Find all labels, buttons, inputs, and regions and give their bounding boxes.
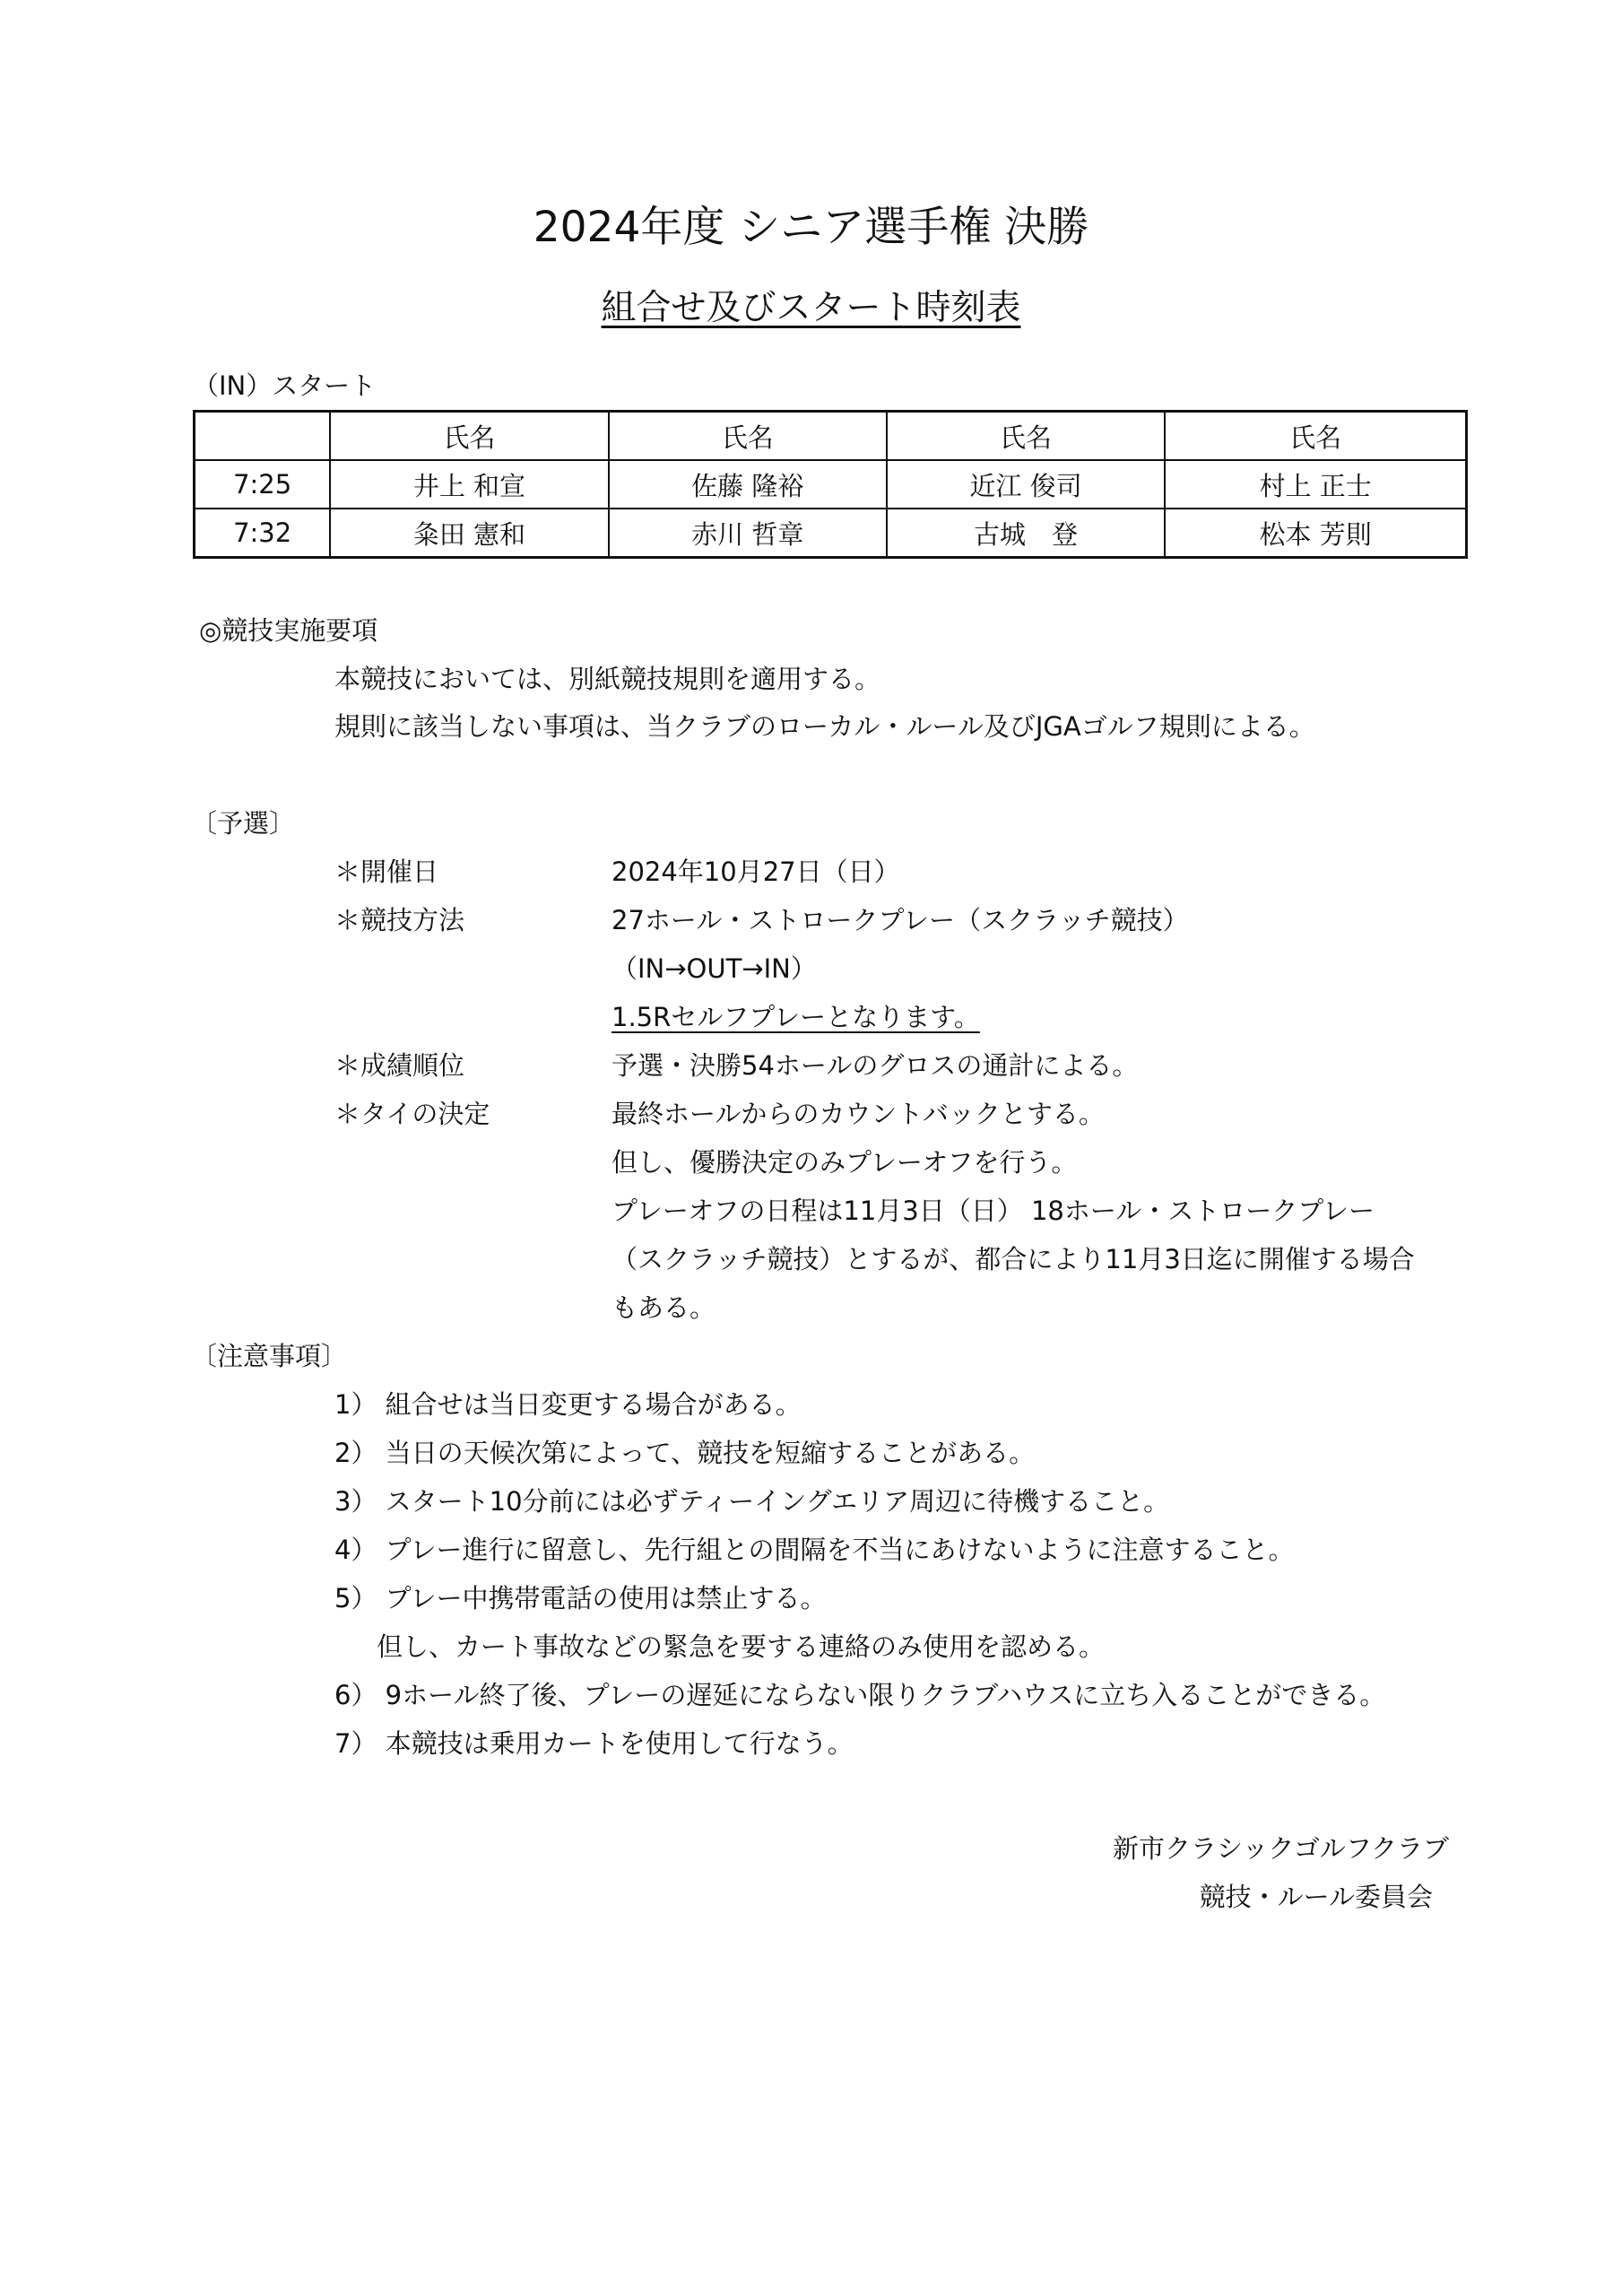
player-cell: 粂田 憲和 [330, 509, 608, 558]
table-row [195, 460, 1467, 509]
footer-club: 新市クラシックゴルフクラブ [1113, 1833, 1449, 1864]
qualifying-heading: 〔予選〕 [191, 808, 296, 839]
notes-item: 7） 本競技は乗用カートを使用して行なう。 [334, 1728, 854, 1759]
player-cell: 赤川 哲章 [609, 509, 887, 558]
notes-item-continuation: 但し、カート事故などの緊急を要する連絡のみ使用を認める。 [377, 1631, 1106, 1662]
qualifying-value-format-note: 1.5Rセルフプレーとなります。 [612, 1002, 980, 1032]
qualifying-value-tie: 最終ホールからのカウントバックとする。 [612, 1099, 1105, 1129]
document-title: 2024年度 シニア選手権 決勝 [533, 203, 1089, 252]
table-row [195, 509, 1467, 558]
header-cell: 氏名 [609, 412, 887, 461]
notes-item: 4） プレー進行に留意し、先行組との間隔を不当にあけないように注意すること。 [334, 1535, 1295, 1565]
player-cell: 村上 正士 [1165, 460, 1466, 509]
player-cell: 松本 芳則 [1165, 509, 1466, 558]
player-cell: 古城 登 [887, 509, 1165, 558]
player-cell: 佐藤 隆裕 [609, 460, 887, 509]
header-cell: 氏名 [330, 412, 608, 461]
start-time-cell: 7:32 [195, 509, 331, 558]
qualifying-value-tie: もある。 [612, 1292, 716, 1323]
notes-item: 1） 組合せは当日変更する場合がある。 [334, 1389, 802, 1420]
qualifying-value-ranking: 予選・決勝54ホールのグロスの通計による。 [612, 1050, 1139, 1081]
notes-item: 5） プレー中携帯電話の使用は禁止する。 [334, 1583, 827, 1613]
start-time-table [193, 410, 1468, 559]
guidelines-line: 本競技においては、別紙競技規則を適用する。 [334, 664, 881, 694]
player-cell: 井上 和宣 [330, 460, 608, 509]
qualifying-value-format: 27ホール・ストロークプレー（スクラッチ競技） [612, 905, 1189, 935]
notes-heading: 〔注意事項〕 [191, 1341, 348, 1371]
header-cell [195, 412, 331, 461]
start-label: （IN）スタート [193, 370, 377, 401]
guidelines-heading: ◎競技実施要項 [199, 615, 378, 646]
qualifying-value-tie: 但し、優勝決定のみプレーオフを行う。 [612, 1147, 1078, 1178]
footer-committee: 競技・ルール委員会 [1199, 1882, 1433, 1912]
guidelines-line: 規則に該当しない事項は、当クラブのローカル・ルール及びJGAゴルフ規則による。 [334, 711, 1315, 742]
notes-item: 3） スタート10分前には必ずティーイングエリア周辺に待機すること。 [334, 1486, 1170, 1517]
qualifying-label-ranking: ＊成績順位 [334, 1050, 465, 1081]
table-header-row [195, 412, 1467, 461]
document-subtitle: 組合せ及びスタート時刻表 [601, 288, 1021, 328]
qualifying-label-format: ＊競技方法 [334, 905, 465, 935]
notes-item: 6） 9ホール終了後、プレーの遅延にならない限りクラブハウスに立ち入ることができる。 [334, 1680, 1386, 1710]
qualifying-value-tie: プレーオフの日程は11月3日（日） 18ホール・ストロークプレー [612, 1196, 1375, 1226]
player-cell: 近江 俊司 [887, 460, 1165, 509]
notes-item: 2） 当日の天候次第によって、競技を短縮することがある。 [334, 1438, 1036, 1468]
start-time-cell: 7:25 [195, 460, 331, 509]
header-cell: 氏名 [887, 412, 1165, 461]
qualifying-value-format: （IN→OUT→IN） [612, 953, 817, 984]
header-cell: 氏名 [1165, 412, 1466, 461]
qualifying-value-tie: （スクラッチ競技）とするが、都合により11月3日迄に開催する場合 [612, 1244, 1415, 1274]
qualifying-value-date: 2024年10月27日（日） [612, 857, 900, 887]
qualifying-label-date: ＊開催日 [334, 857, 439, 887]
qualifying-label-tie: ＊タイの決定 [334, 1099, 490, 1129]
